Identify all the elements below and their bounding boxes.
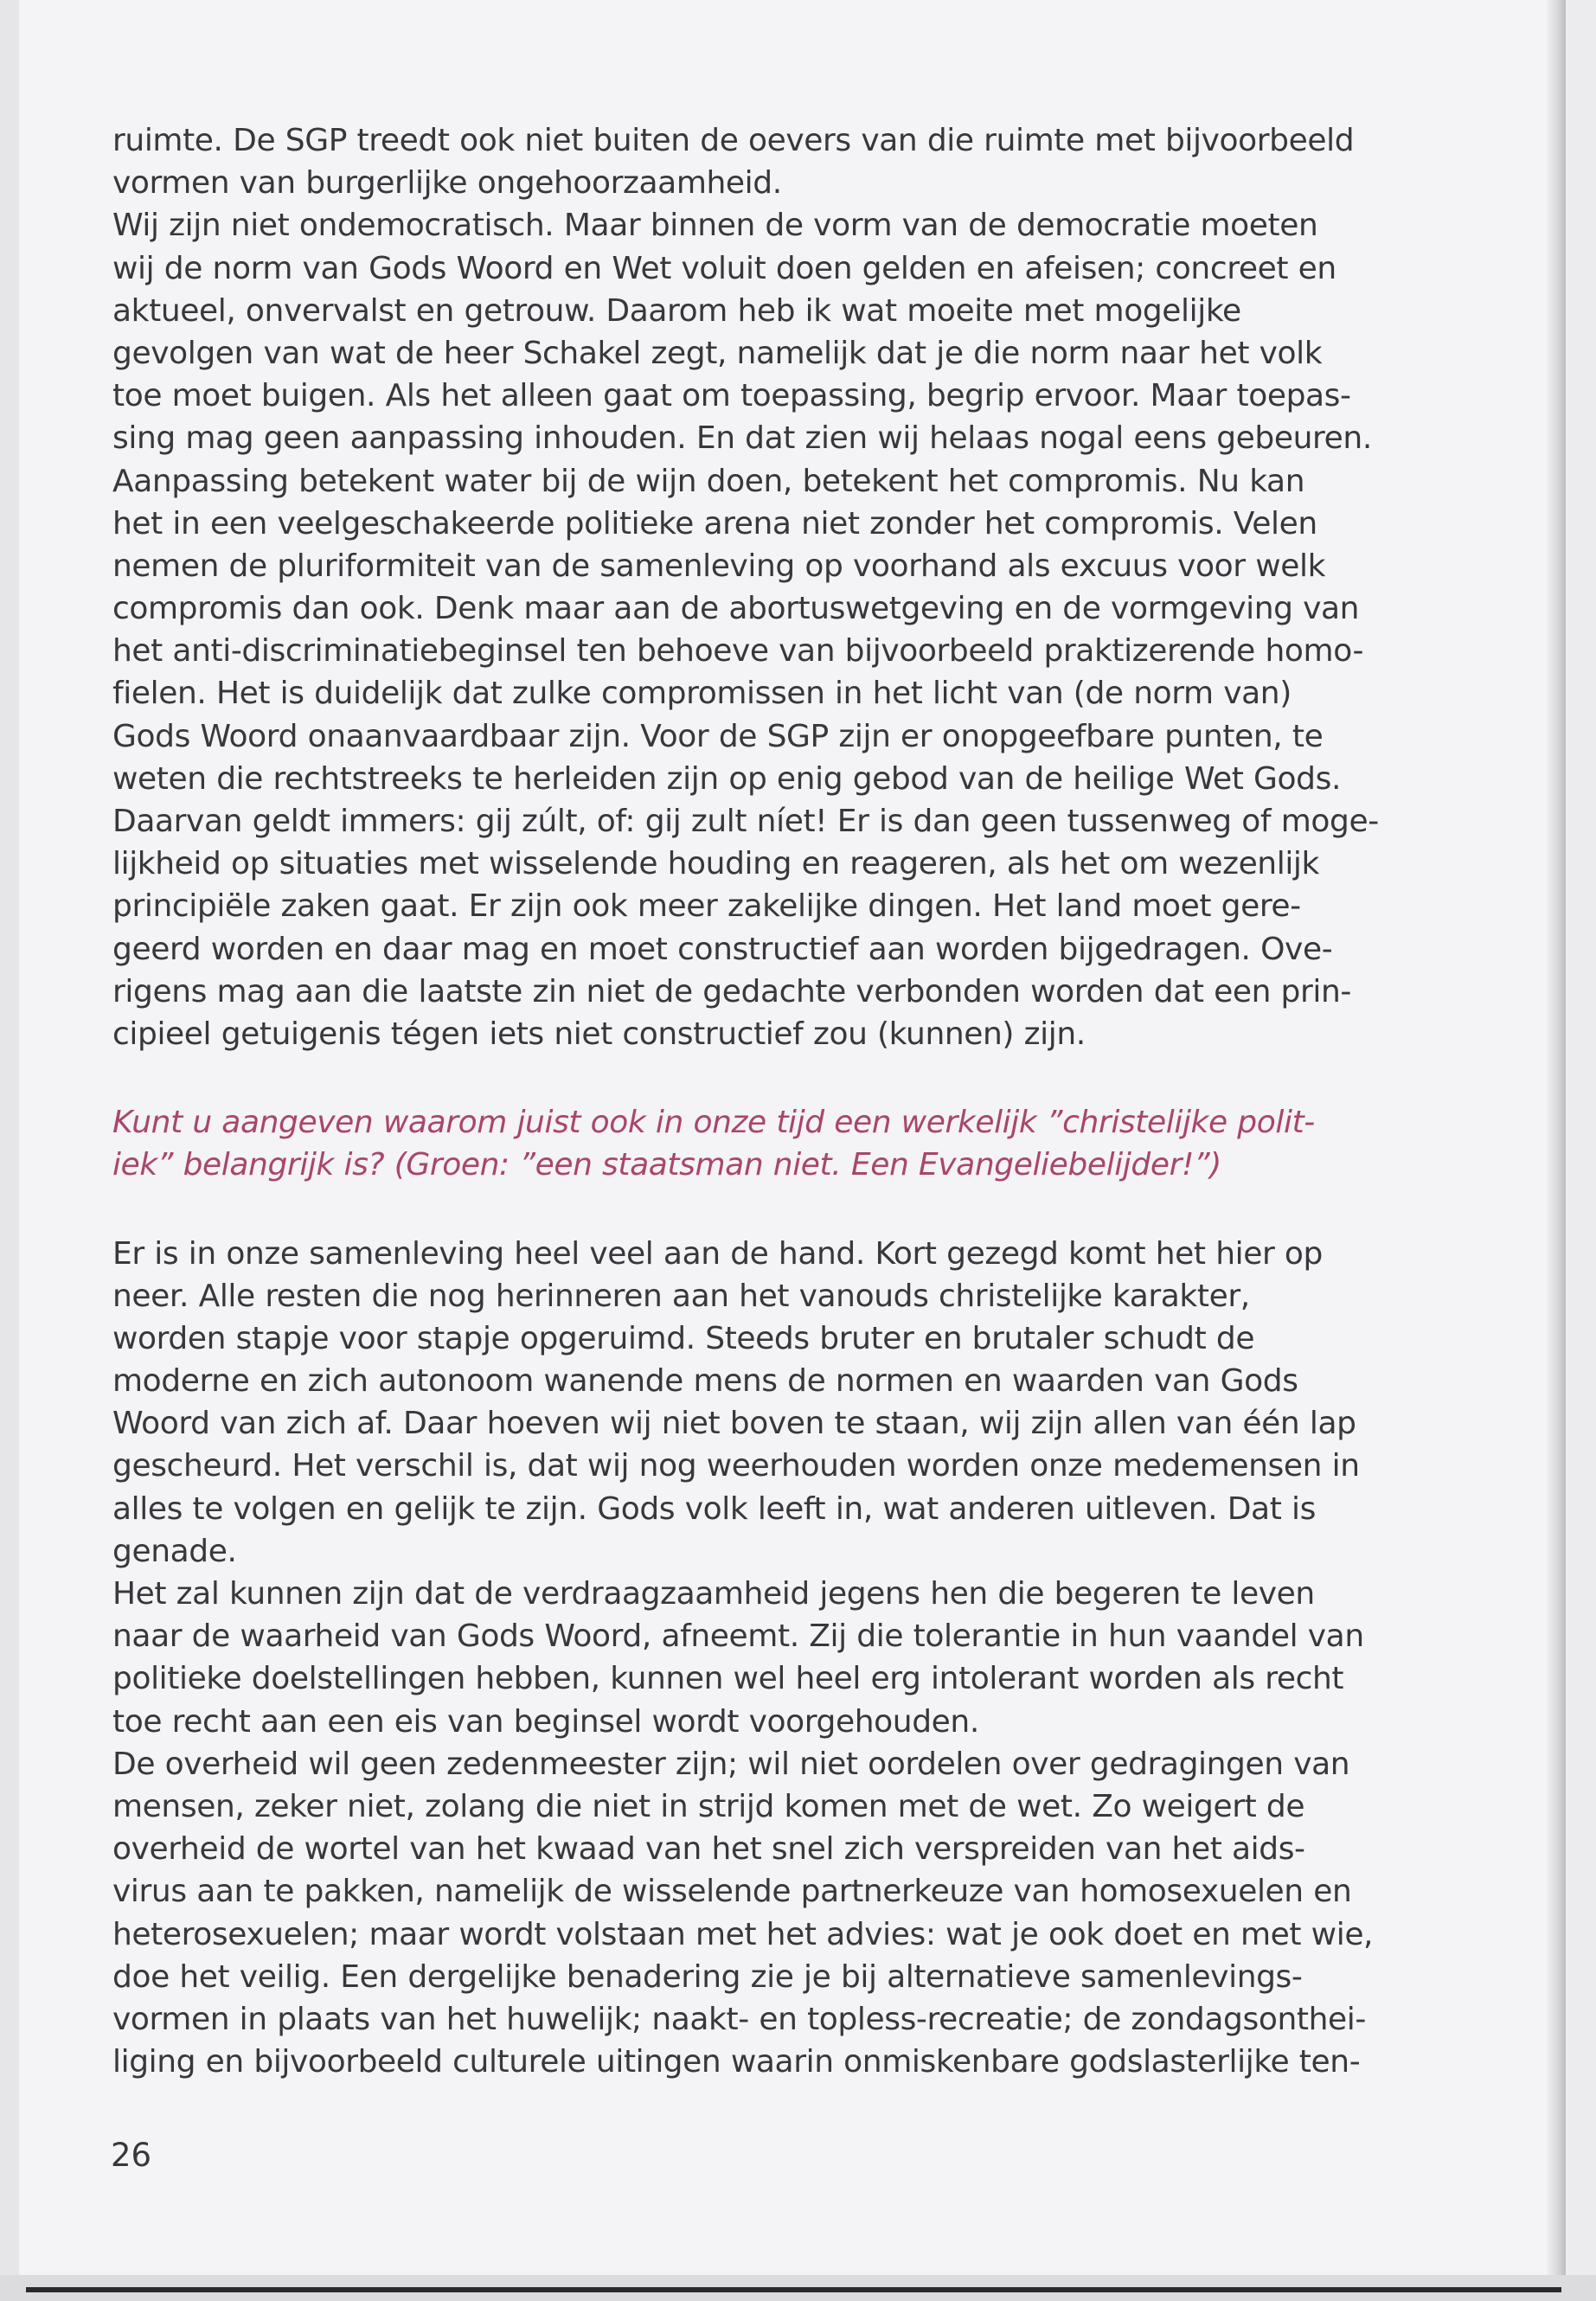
text-line: toe moet buigen. Als het alleen gaat om toepassing, begrip ervoor. Maar toepas- [112, 378, 1351, 414]
text-line: gevolgen van wat de heer Schakel zegt, namelijk dat je die norm naar het volk [112, 335, 1323, 371]
text-line: neer. Alle resten die nog herinneren aan het vanouds christelijke karakter, [112, 1278, 1250, 1314]
text-line: Wij zijn niet ondemocratisch. Maar binnen de vorm van de democratie moeten [112, 208, 1318, 244]
text-line: cipieel getuigenis tégen iets niet constructief zou (kunnen) zijn. [112, 1016, 1086, 1052]
text-line: principiële zaken gaat. Er zijn ook meer zakelijke dingen. Het land moet gere- [112, 888, 1301, 925]
text-line: doe het veilig. Een dergelijke benadering zie je bij alternatieve samenlevings- [112, 1958, 1303, 1995]
text-line: vormen in plaats van het huwelijk; naakt- en topless-recreatie; de zondagsonthei- [112, 2001, 1366, 2037]
text-line: politieke doelstellingen hebben, kunnen wel heel erg intolerant worden als recht [112, 1661, 1344, 1697]
text-line: wij de norm van Gods Woord en Wet voluit doen gelden en afeisen; concreet en [112, 250, 1336, 286]
page-edge-shadow [1547, 0, 1566, 2284]
interview-question [112, 1101, 1427, 1186]
text-line: liging en bijvoorbeeld culturele uitingen waarin onmiskenbare godslasterlijke ten- [112, 2044, 1361, 2080]
text-line: toe recht aan een eis van beginsel wordt voorgehouden. [112, 1703, 979, 1740]
text-line: Woord van zich af. Daar hoeven wij niet boven te staan, wij zijn allen van één lap [112, 1406, 1356, 1442]
paragraph-gap [112, 1187, 1427, 1233]
scan-margin-left [0, 0, 19, 2301]
text-line: weten die rechtstreeks te herleiden zijn op enig gebod van de heilige Wet Gods. [112, 760, 1342, 797]
page-text [112, 119, 1427, 2083]
text-line: nemen de pluriformiteit van de samenleving op voorhand als excuus voor welk [112, 548, 1326, 584]
text-line: naar de waarheid van Gods Woord, afneemt. Zij die tolerantie in hun vaandel van [112, 1618, 1364, 1655]
text-line: rigens mag aan die laatste zin niet de gedachte verbonden worden dat een prin- [112, 973, 1352, 1009]
text-line: gescheurd. Het verschil is, dat wij nog weerhouden worden onze medemensen in [112, 1448, 1360, 1484]
text-line: overheid de wortel van het kwaad van het snel zich verspreiden van het aids- [112, 1831, 1305, 1868]
text-line: heterosexuelen; maar wordt volstaan met het advies: wat je ook doet en met wie, [112, 1916, 1374, 1952]
text-line: het in een veelgeschakeerde politieke arena niet zonder het compromis. Velen [112, 505, 1317, 542]
text-line: aktueel, onvervalst en getrouw. Daarom heb ik wat moeite met mogelijke [112, 292, 1241, 329]
scan-margin-right [1566, 0, 1596, 2301]
page-number: 26 [111, 2137, 152, 2174]
text-line: mensen, zeker niet, zolang die niet in strijd komen met de wet. Zo weigert de [112, 1788, 1305, 1824]
text-line: Daarvan geldt immers: gij zúlt, of: gij zult níet! Er is dan geen tussenweg of moge- [112, 804, 1379, 839]
text-line: Het zal kunnen zijn dat de verdraagzaamheid jegens hen die begeren te leven [112, 1576, 1315, 1612]
text-line: moderne en zich autonoom wanende mens de normen en waarden van Gods [112, 1363, 1298, 1400]
text-line: alles te volgen en gelijk te zijn. Gods volk leeft in, wat anderen uitleven. Dat is [112, 1490, 1316, 1527]
text-line: het anti-discriminatiebeginsel ten behoeve van bijvoorbeeld praktizerende homo- [112, 633, 1364, 670]
text-line: Aanpassing betekent water bij de wijn doen, betekent het compromis. Nu kan [112, 463, 1305, 499]
text-line: Er is in onze samenleving heel veel aan de hand. Kort gezegd komt het hier op [112, 1235, 1323, 1272]
paragraph-gap [112, 1055, 1427, 1101]
text-line: sing mag geen aanpassing inhouden. En dat zien wij helaas nogal eens gebeuren. [112, 420, 1372, 457]
text-line: virus aan te pakken, namelijk de wisselende partnerkeuze van homosexuelen en [112, 1874, 1352, 1910]
text-line: compromis dan ook. Denk maar aan de abortuswetgeving en de vormgeving van [112, 591, 1360, 627]
text-line: worden stapje voor stapje opgeruimd. Steeds bruter en brutaler schudt de [112, 1320, 1255, 1356]
text-line: fielen. Het is duidelijk dat zulke compromissen in het licht van (de norm van) [112, 676, 1292, 712]
answer-paragraph-2 [112, 1233, 1427, 2084]
text-line: De overheid wil geen zedenmeester zijn; wil niet oordelen over gedragingen van [112, 1746, 1350, 1782]
text-line: ruimte. De SGP treedt ook niet buiten de oevers van die ruimte met bijvoorbeeld [112, 123, 1355, 158]
question-line: Kunt u aangeven waarom juist ook in onze tijd een werkelijk ”christelijke polit- [112, 1105, 1315, 1141]
answer-paragraph-1 [112, 119, 1427, 1055]
text-line: Gods Woord onaanvaardbaar zijn. Voor de SGP zijn er onopgeefbare punten, te [112, 718, 1324, 754]
scan-bottom-line [26, 2287, 1561, 2292]
text-line: geerd worden en daar mag en moet constructief aan worden bijgedragen. Ove- [112, 931, 1333, 967]
text-line: genade. [112, 1533, 237, 1569]
text-line: lijkheid op situaties met wisselende houding en reageren, als het om wezenlijk [112, 846, 1319, 882]
text-line: vormen van burgerlijke ongehoorzaamheid. [112, 165, 782, 202]
question-line: iek” belangrijk is? (Groen: ”een staatsman niet. Een Evangeliebelijder!”) [112, 1147, 1221, 1183]
